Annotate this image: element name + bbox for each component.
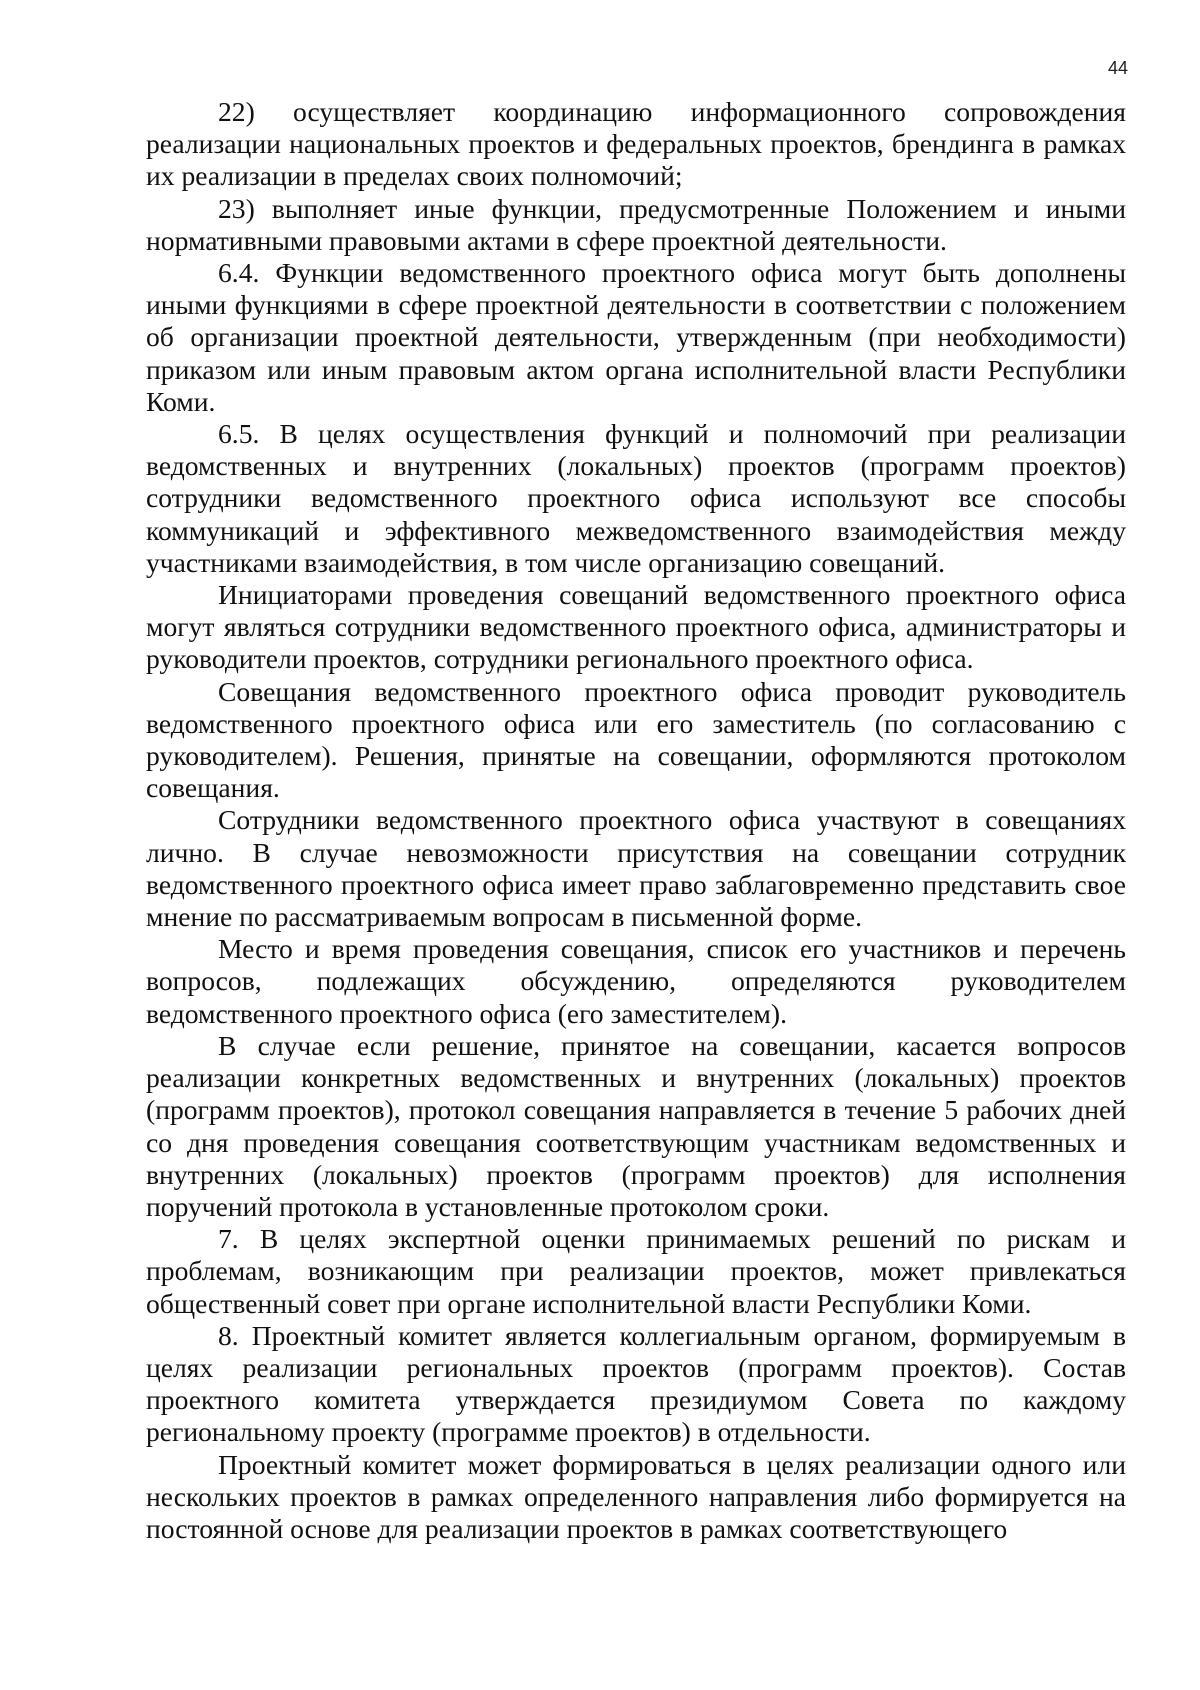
paragraph-6-4: 6.4. Функции ведомственного проектного офиса могут быть дополнены иными функциями в сфере проектной деятельности в соответствии с положением об организации проектной деятельности, утвержденным (при необходимости) приказом или иным правовым актом органа исполнительной власти Республики Коми. xyxy=(146,257,1126,417)
paragraph-22: 22) осуществляет координацию информационного сопровождения реализации национальных проектов и федеральных проектов, брендинга в рамках их реализации в пределах своих полномочий; xyxy=(146,96,1126,192)
document-body xyxy=(146,96,1126,1545)
paragraph-committee: Проектный комитет может формироваться в целях реализации одного или нескольких проектов в рамках определенного направления либо формируется на постоянной основе для реализации проектов в рамках соответствующего xyxy=(146,1448,1126,1544)
paragraph-staff-participation: Сотрудники ведомственного проектного офиса участвуют в совещаниях лично. В случае невозможности присутствия на совещании сотрудник ведомственного проектного офиса имеет право заблаговременно представить свое мнение по рассматриваемым вопросам в письменной форме. xyxy=(146,804,1126,933)
paragraph-23: 23) выполняет иные функции, предусмотренные Положением и иными нормативными правовыми актами в сфере проектной деятельности. xyxy=(146,192,1126,256)
paragraph-meetings-lead: Совещания ведомственного проектного офиса проводит руководитель ведомственного проектного офиса или его заместитель (по согласованию с руководителем). Решения, принятые на совещании, оформляются протоколом совещания. xyxy=(146,675,1126,804)
paragraph-7: 7. В целях экспертной оценки принимаемых решений по рискам и проблемам, возникающим при реализации проектов, может привлекаться общественный совет при органе исполнительной власти Республики Коми. xyxy=(146,1223,1126,1319)
paragraph-time-place: Место и время проведения совещания, список его участников и перечень вопросов, подлежащих обсуждению, определяются руководителем ведомственного проектного офиса (его заместителем). xyxy=(146,933,1126,1029)
paragraph-protocol: В случае если решение, принятое на совещании, касается вопросов реализации конкретных ведомственных и внутренних (локальных) проектов (программ проектов), протокол совещания направляется в течение 5 рабочих дней со дня проведения совещания соответствующим участникам ведомственных и внутренних (локальных) проектов (программ проектов) для исполнения поручений протокола в установленные протоколом сроки. xyxy=(146,1029,1126,1222)
paragraph-initiators: Инициаторами проведения совещаний ведомственного проектного офиса могут являться сотрудники ведомственного проектного офиса, администраторы и руководители проектов, сотрудники регионального проектного офиса. xyxy=(146,579,1126,675)
paragraph-6-5: 6.5. В целях осуществления функций и полномочий при реализации ведомственных и внутренних (локальных) проектов (программ проектов) сотрудники ведомственного проектного офиса используют все способы коммуникаций и эффективного межведомственного взаимодействия между участниками взаимодействия, в том числе организацию совещаний. xyxy=(146,418,1126,578)
page-number: 44 xyxy=(1107,58,1128,78)
paragraph-8: 8. Проектный комитет является коллегиальным органом, формируемым в целях реализации региональных проектов (программ проектов). Состав проектного комитета утверждается президиумом Совета по каждому региональному проекту (программе проектов) в отдельности. xyxy=(146,1319,1126,1448)
